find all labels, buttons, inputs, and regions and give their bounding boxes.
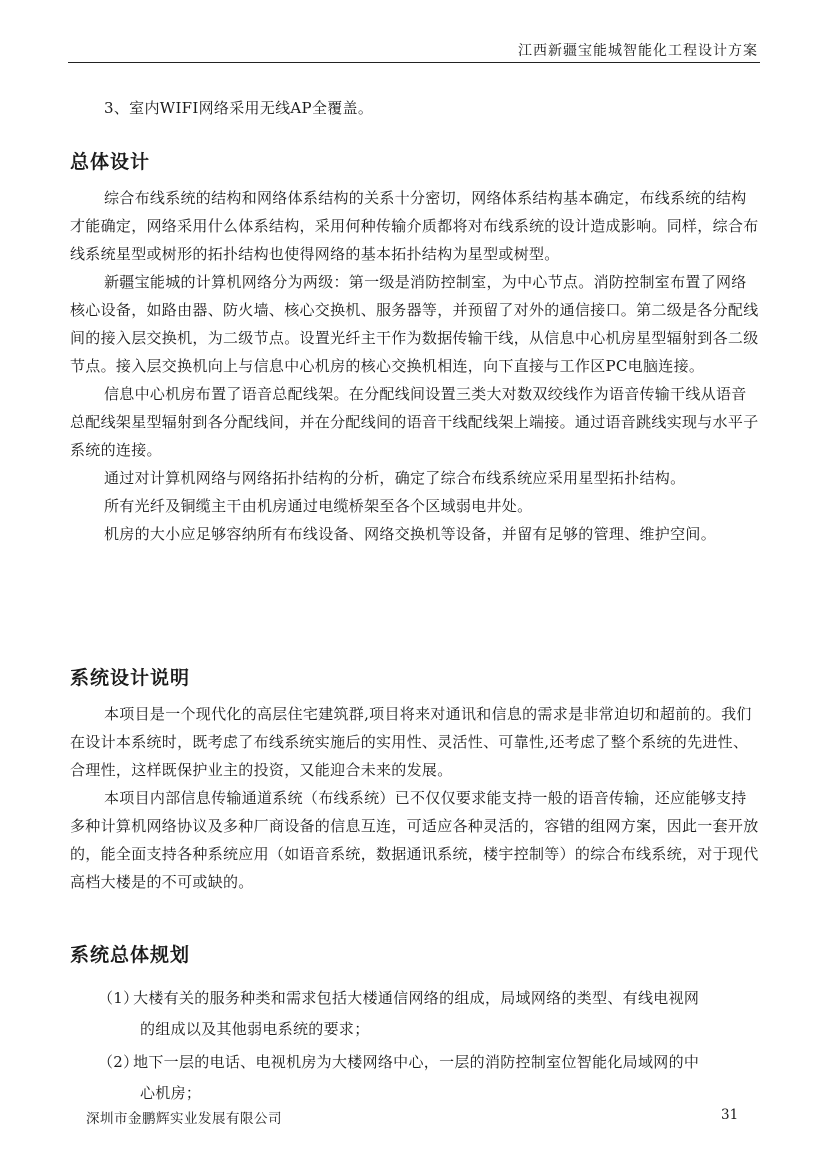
- section-heading-overall-design: 总体设计: [70, 151, 151, 173]
- footer-company: 深圳市金鹏辉实业发展有限公司: [86, 1111, 282, 1127]
- paragraph: 本项目内部信息传输通道系统（布线系统）已不仅仅要求能支持一般的语音传输，还应能够支持多种计算机网络协议及多种厂商设备的信息互连，可适应各种灵活的，容错的组网方案，因此一套开放的，能全面支持各种系统应用（如语音系统，数据通讯系统，楼宇控制等）的综合布线系统，对于现代高档大楼是的不可或缺的。: [70, 789, 759, 891]
- intro-block: [70, 94, 760, 122]
- list-item-continuation: 的组成以及其他弱电系统的要求；: [140, 1020, 370, 1038]
- header-divider: [68, 62, 760, 63]
- intro-line: 3、室内WIFI网络采用无线AP全覆盖。: [104, 99, 374, 117]
- paragraph: 通过对计算机网络与网络拓扑结构的分析，确定了综合布线系统应采用星型拓扑结构。: [104, 469, 686, 487]
- page-number: 31: [721, 1107, 739, 1123]
- paragraph: 机房的大小应足够容纳所有布线设备、网络交换机等设备，并留有足够的管理、维护空间。: [104, 525, 717, 543]
- list-item-text: 地下一层的电话、电视机房为大楼网络中心，一层的消防控制室位智能化局域网的中: [133, 1053, 700, 1071]
- paragraph: 新疆宝能城的计算机网络分为两级：第一级是消防控制室，为中心节点。消防控制室布置了网络核心设备，如路由器、防火墙、核心交换机、服务器等，并预留了对外的通信接口。第二级是各分配线间的接入层交换机，为二级节点。设置光纤主干作为数据传输干线，从信息中心机房星型辐射到各二级节点。接入层交换机向上与信息中心机房的核心交换机相连，向下直接与工作区PC电脑连接。: [70, 273, 759, 375]
- list-item-number: （2）: [98, 1053, 139, 1071]
- paragraph: 信息中心机房布置了语音总配线架。在分配线间设置三类大对数双绞线作为语音传输干线从语音总配线架星型辐射到各分配线间，并在分配线间的语音干线配线架上端接。通过语音跳线实现与水平子系统的连接。: [70, 385, 759, 459]
- list-item-text: 大楼有关的服务种类和需求包括大楼通信网络的组成，局域网络的类型、有线电视网: [133, 989, 700, 1007]
- list-item: [98, 1047, 760, 1109]
- section-heading-system-design-notes: 系统设计说明: [70, 667, 191, 689]
- list-item: [98, 983, 760, 1045]
- list-item-continuation: 心机房；: [140, 1084, 202, 1102]
- section-body-overall-design: [70, 184, 760, 548]
- header-title: 江西新疆宝能城智能化工程设计方案: [518, 43, 758, 59]
- list-item-number: （1）: [98, 989, 139, 1007]
- paragraph: 所有光纤及铜缆主干由机房通过电缆桥架至各个区域弱电井处。: [104, 497, 533, 515]
- paragraph: 本项目是一个现代化的高层住宅建筑群,项目将来对通讯和信息的需求是非常迫切和超前的。我们在设计本系统时，既考虑了布线系统实施后的实用性、灵活性、可靠性,还考虑了整个系统的先进性、合理性，这样既保护业主的投资，又能迎合未来的发展。: [70, 705, 752, 779]
- section-body-system-design-notes: [70, 700, 760, 896]
- paragraph: 综合布线系统的结构和网络体系结构的关系十分密切，网络体系结构基本确定，布线系统的结构才能确定，网络采用什么体系结构，采用何种传输介质都将对布线系统的设计造成影响。同样，综合布线系统星型或树形的拓扑结构也使得网络的基本拓扑结构为星型或树型。: [70, 189, 759, 263]
- section-heading-overall-planning: 系统总体规划: [70, 944, 191, 966]
